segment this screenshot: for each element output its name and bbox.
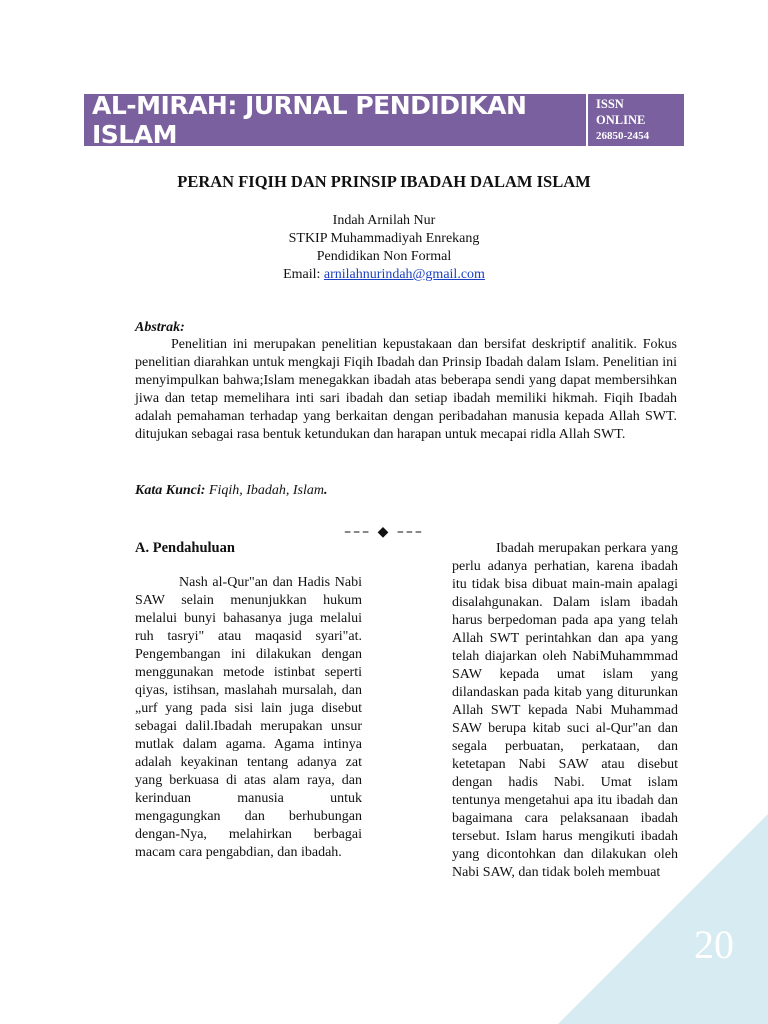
journal-header-bar bbox=[84, 91, 684, 149]
abstract-text: Penelitian ini merupakan penelitian kepustakaan dan bersifat deskriptif analitik. Fokus penelitian diarahkan untuk mengkaji Fiqih Ibadah dan Prinsip Ibadah dalam Islam. Penelitian ini menyimpulkan bahwa;Islam menegakkan ibadah atas beberapa sendi yang dapat membersihkan jiwa dan tetap memelihara inti sari ibadah dan setiap ibadah memiliki hikmah. Fiqih Ibadah adalah pemahaman terhadap yang berkaitan dengan peribadahan manusia kepada Allah SWT. ditujukan sebagai rasa bentuk ketundukan dan harapan untuk mecapai ridla Allah SWT. bbox=[135, 337, 677, 442]
journal-title: AL-MIRAH: JURNAL PENDIDIKAN ISLAM bbox=[92, 91, 527, 149]
corner-decoration bbox=[558, 814, 768, 1024]
keywords-label: Kata Kunci: bbox=[135, 483, 206, 498]
author-name: Indah Arnilah Nur bbox=[332, 213, 436, 228]
issn-label: ISSN bbox=[596, 97, 624, 111]
keywords-line bbox=[135, 483, 328, 499]
paper-title: PERAN FIQIH DAN PRINSIP IBADAH DALAM ISLAM bbox=[177, 172, 591, 191]
section-divider: ––– ◆ ––– bbox=[344, 524, 424, 540]
issn-online-label: ONLINE bbox=[596, 113, 646, 127]
author-block bbox=[84, 212, 684, 284]
author-email-line bbox=[84, 266, 684, 284]
email-label: Email: bbox=[283, 267, 321, 282]
corner-triangle bbox=[558, 814, 768, 1024]
author-institution: STKIP Muhammadiyah Enrekang bbox=[288, 231, 480, 246]
section-heading: A. Pendahuluan bbox=[135, 540, 235, 556]
right-column-text: Ibadah merupakan perkara yang perlu adanya perhatian, karena ibadah itu tidak bisa dibuat main-main apalagi disalahgunakan. Dalam islam ibadah harus berpedoman pada apa yang telah Allah SWT perintahkan dan apa yang telah diajarkan oleh NabiMuhammmad SAW kepada umat islam yang dilandaskan pada kitab yang diturunkan Allah SWT kepada Nabi Muhammad SAW berupa kitab suci al-Qur"an dan segala perbuatan, perkataan, dan ketetapan Nabi SAW atau disebut dengan hadis Nabi. Umat islam tentunya mengetahui apa itu ibadah dan bagaimana cara pelaksanaan ibadah tersebut. Islam harus mengikuti ibadah yang dicontohkan dan dilakukan oleh Nabi SAW, dan tidak boleh membuat bbox=[452, 541, 678, 880]
author-department: Pendidikan Non Formal bbox=[316, 249, 452, 264]
issn-box bbox=[586, 94, 684, 146]
keywords-text: Fiqih, Ibadah, Islam bbox=[208, 483, 325, 498]
keywords-end: . bbox=[324, 483, 328, 498]
abstract-label: Abstrak: bbox=[135, 320, 185, 335]
left-column-text: Nash al-Qur"an dan Hadis Nabi SAW selain menunjukkan hukum melalui bunyi bahasanya juga melalui ruh tasryi" atau maqasid syari"at. Pengembangan ini dilakukan dengan menggunakan metode istinbat seperti qiyas, istihsan, maslahah mursalah, dan „urf yang pada sisi lain juga disebut sebagai dalil.Ibadah merupakan unsur mutlak dalam agama. Agama intinya adalah keyakinan tentang adanya zat yang berkuasa di atas alam raya, dan kerinduan manusia untuk mengagungkan dan berhubungan dengan-Nya, melahirkan berbagai macam cara pengabdian, dan ibadah. bbox=[135, 575, 362, 860]
page-number: 20 bbox=[694, 922, 734, 967]
email-link[interactable]: arnilahnurindah@gmail.com bbox=[323, 267, 485, 282]
issn-number: 26850-2454 bbox=[596, 130, 650, 142]
